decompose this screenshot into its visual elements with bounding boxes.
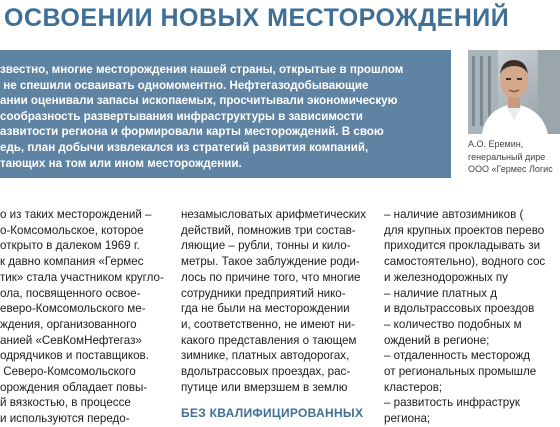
- article-title: ОСВОЕНИИ НОВЫХ МЕСТОРОЖДЕНИЙ: [4, 4, 510, 32]
- author-portrait-image: [468, 50, 560, 134]
- lead-box: [0, 50, 451, 178]
- author-photo: [468, 50, 560, 134]
- body-column-2: незамысловатых арифметических действий, помножив три состав- ляющие – рубли, тонны и кило- метры. Такое заблуждение роди- лось по причине того, что многие сотрудники предприятий нико- гда не были на месторождении и, соответственно, не имеют ни- какого представления о тающем зимнике, платных автодорогах, вдольтрассовых проездах, рас- путице или вмерзшем в землю: [181, 208, 367, 394]
- section-subheading: БЕЗ КВАЛИФИЦИРОВАННЫХ: [181, 406, 364, 420]
- body-column-1: о из таких месторождений – о-Комсомольское, которое открыто в далеком 1969 г. к давно компания «Гермес тик» стала участником кругло- ола, посвященного освое- еверо-Комсомольского ме- ждения, организованного анией «СевКомНефтегаз» одрядчиков и поставщиков. Северо-Комсомольского орождения обладает повы- й вязкостью, в процессе и используются передо-: [0, 208, 164, 426]
- lead-paragraph: звестно, многие месторождения нашей страны, открытые в прошлом не спешили осваивать одномоментно. Нефтегазодобывающие ании оценивали запасы ископаемых, просчитывали экономическую сообразность развертывания инфраструктуры в зависимости азвитости региона и формировали карты месторождений. В свою едь, план добычи извлекался из стратегий развития компаний, тающих на том или ином месторождении.: [0, 63, 404, 170]
- author-name: А.О. Еремин,: [468, 139, 524, 149]
- author-position: генеральный дире: [468, 151, 546, 162]
- author-caption: [468, 138, 560, 176]
- body-column-3: – наличие автозимников ( для крупных проектов перево приходится прокладывать зи самостоятельно), водного сос и железнодорожных пу – наличие платных д и вдольтрассовых проездов – количество подобных м ождений в регионе; – отдаленность месторожд от региональных промышле кластеров; – развитость инфраструк региона;: [384, 208, 546, 426]
- author-company: ООО «Гермес Логис: [468, 164, 553, 174]
